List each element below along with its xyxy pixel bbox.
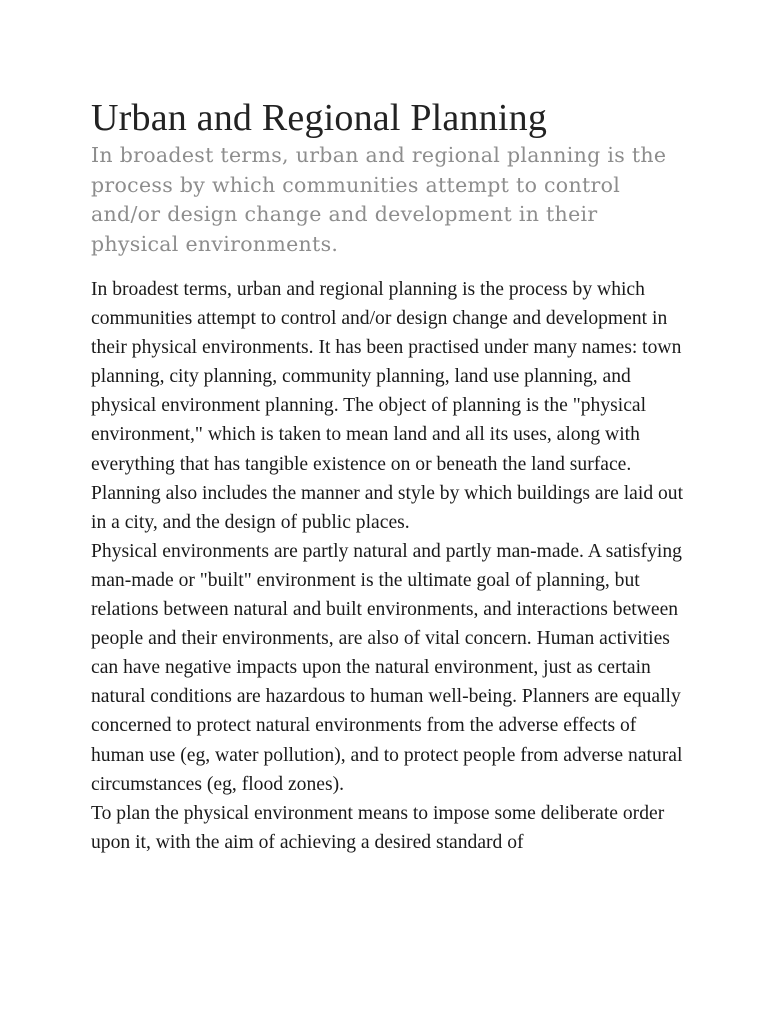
document-title: Urban and Regional Planning — [91, 97, 548, 139]
body-paragraph: Physical environments are partly natural and partly man-made. A satisfying man-made or "built" environment is the ultimate goal of planning, but relations between natural and built environments, and interactions between people and their environments, are also of vital concern. Human activities can have negative impacts upon the natural environment, just as certain natural conditions are hazardous to human well-being. Planners are equally concerned to protect natural environments from the adverse effects of human use (eg, water pollution), and to protect people from adverse natural circumstances (eg, flood zones). — [91, 540, 683, 795]
body-paragraph: In broadest terms, urban and regional planning is the process by which communities attempt to control and/or design change and development in their physical environments. It has been practised under many names: town planning, city planning, community planning, land use planning, and physical environment planning. The object of planning is the "physical environment," which is taken to mean land and all its uses, along with everything that has tangible existence on or beneath the land surface. Planning also includes the manner and style by which buildings are laid out in a city, and the design of public places. — [91, 279, 684, 533]
document-body — [91, 275, 691, 857]
document-page — [91, 96, 691, 857]
body-paragraph: To plan the physical environment means to impose some deliberate order upon it, with the aim of achieving a desired standard of — [91, 802, 665, 853]
document-subtitle: In broadest terms, urban and regional planning is the process by which communities attempt to control and/or design change and development in their physical environments. — [91, 143, 667, 256]
